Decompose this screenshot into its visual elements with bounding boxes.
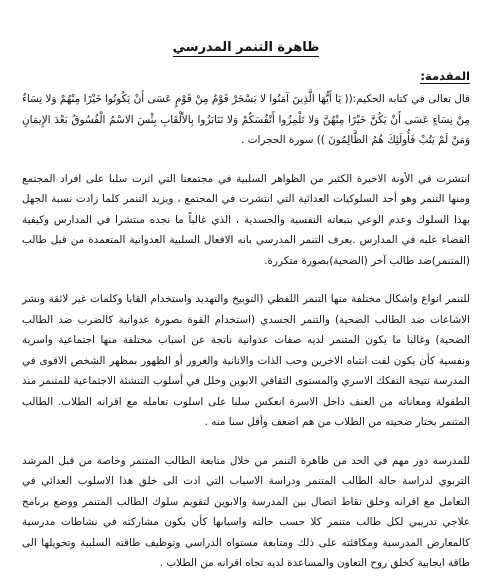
quran-verse: يَا أَيُّهَا الَّذِينَ آمَنُوا لا يَسْخَرْ قَوْمٌ مِنْ قَوْمٍ عَسَى أَنْ يَكُونُوا خَيْرًا مِنْهُمْ وَلا نِسَاءٌ مِنْ نِسَاءٍ عَسَى أَنْ يَكُنَّ خَيْرًا مِنْهُنَّ وَلا تَلْمِزُوا أَنْفُسَكُمْ وَلا تَنَابَزُوا بِالأَلْقَابِ بِئْسَ الاسْمُ الْفُسُوقُ بَعْدَ الإِيمَانِ وَمَنْ لَمْ يَتُبْ فَأُولَئِكَ هُمُ الظَّالِمُونَ (22, 93, 470, 146)
paragraph-types-causes: للتنمر انواع واشكال مختلفة منها التنمر اللفظي (التوبيخ والتهديد واستخدام القابا وكلمات غير لائقة ونشر الاشاعات ضد الطالب الضحية) والتنمر الجسدي (استخدام القوة بصورة عدوانية كالضرب ضد الطالب الضحية) وغالبا ما يكون المتنمر لديه صفات عدوانية ناتجة عن اسباب مختلفة منها اجتماعية واسرية ونفسية كأن يكون لفت انتباه الاخرين وحب الذات والانانية والغرور أو الظهور بمظهر الشخص الاقوى في المدرسة نتيجة التفكك الاسري والمستوى الثقافي الابوين وخلل في أسلوب التنشئة الاجتماعية للمتنمر منذ الطفولة ومعاناته من العنف داخل الاسرة انعكس سلبا على اسلوب تعامله مع اقرانه الطلاب. الطالب المتنمر يختار ضحيته من الطلاب من هم اضعف وأقل سنا منه . (22, 293, 470, 428)
intro-heading-text: المقدمة: (420, 69, 470, 83)
intro-prefix: قال تعالى في كتابه الحكيم:(( (341, 93, 471, 105)
paragraph-definition: انتشرت في الأونة الاخيرة الكثير من الظواهر السلبية في مجتمعنا التي اثرت سلبا على افراد المجتمع ومنها التنمر وهو أحد السلوكيات العدائية التي انتشرت في المجتمع ، ويزيد التنمر كلما زادت نسبة الجهل بهذا السلوك وعدم الوعي بتبعاته النفسية والجسدية ، الذي غالباً ما نجده منتشرا في المدارس وكيفية القضاء عليه في المدارس .يعرف التنمر المدرسي بانه الافعال السلبية العدوانية المتعمدة من قبل طالب (المتنمر)ضد طالب آخر (الضحية)بصورة متكررة. (22, 172, 470, 267)
document-title-text: ظاهرة التنمر المدرسي (172, 40, 320, 55)
paragraph-school-role: للمدرسة دور مهم في الحد من ظاهرة التنمر من خلال متابعة الطالب المتنمر وخاصة من قبل المرشد التربوي لدراسة حالة الطالب المتنمر ودراسة الاسباب التي ادت الى خلق هذا الاسلوب العدائي في التعامل مع اقرانه وخلق نقاط اتصال بين المدرسة والابوين لتقويم سلوك الطالب المتنمر ووضع برنامج علاجي تدريبي لكل طالب متنمر كلا حسب حالته واسبابها كأن يكون مشاركته في نشاطات مدرسية كالمعارض المدرسية ومكافئته على ذلك ومتابعة مستواه الدراسي وتوظيف طاقته السلبية وتحويلها الى طاقة ايجابية كخلق روح التعاون والمساعدة لديه تجاه اقرانه من الطلاب . (22, 454, 470, 569)
intro-heading (22, 69, 470, 83)
intro-paragraph (22, 89, 470, 151)
intro-suffix: )) سورة الحجرات . (241, 134, 329, 146)
document-title (22, 40, 470, 55)
